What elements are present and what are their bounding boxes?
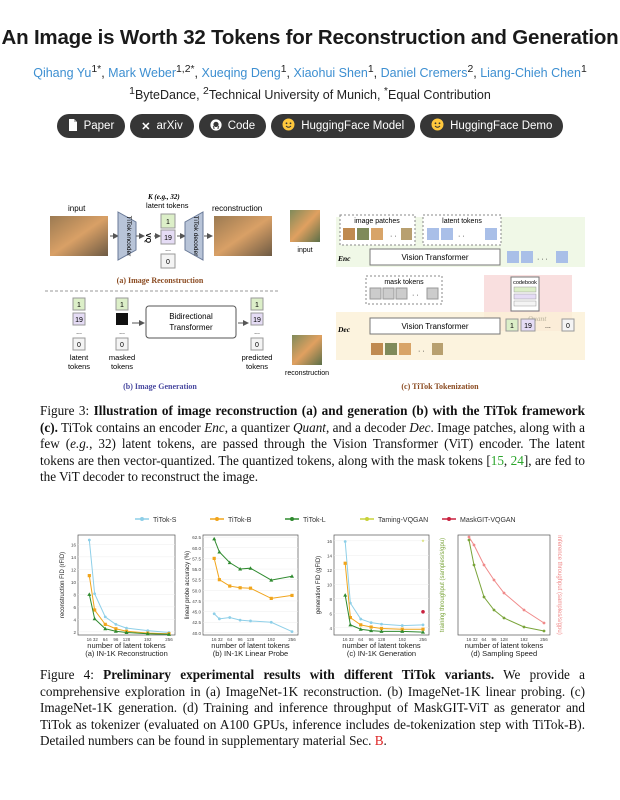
y-tick-label: 2 <box>73 629 76 635</box>
data-point <box>104 615 107 618</box>
data-point <box>213 557 216 560</box>
patch <box>385 343 397 355</box>
dec-label: Dec <box>338 325 351 334</box>
caption-bold: Preliminary experimental results with different TiTok variants. <box>103 667 495 682</box>
x-tick-label: 128 <box>122 637 131 642</box>
caption-text: . Image patches, along with a few ( <box>40 419 585 451</box>
latent-tokens-label: latent tokens <box>146 201 189 210</box>
x-tick-label: 192 <box>267 637 276 642</box>
data-point <box>493 609 496 612</box>
y-tick-label: 10 <box>70 579 76 585</box>
y-tick-label: 55.0 <box>192 567 201 573</box>
data-point <box>213 612 216 615</box>
data-point <box>359 618 362 621</box>
token-value: 0 <box>120 342 124 349</box>
data-point <box>93 592 96 595</box>
x-tick-label: 256 <box>288 637 296 642</box>
reconstruction-label: reconstruction <box>285 370 329 377</box>
data-point <box>422 623 425 626</box>
token-value: 0 <box>77 342 81 349</box>
codebook-label: codebook <box>513 280 537 286</box>
x-tick-label: 256 <box>165 637 173 642</box>
affiliation-marker: 1 <box>129 86 135 97</box>
x-tick-label: 16 32 <box>86 637 98 642</box>
chart-subtitle: (c) IN-1K Generation <box>346 649 417 658</box>
latent-token <box>427 228 439 240</box>
ellipsis: · · <box>390 233 397 240</box>
chart-subtitle: (d) Sampling Speed <box>470 649 538 658</box>
data-point <box>493 579 496 582</box>
legend-label: Taming-VQGAN <box>378 517 429 524</box>
caption-text: TiTok contains an encoder <box>57 419 205 435</box>
token-ellipsis: ... <box>545 323 551 330</box>
y-tick-label: 4 <box>329 625 332 631</box>
vision-transformer-label: Vision Transformer <box>401 322 469 331</box>
affiliation-text: Technical University of Munich, <box>208 88 384 103</box>
citation-link[interactable]: 24 <box>510 452 524 468</box>
code-button-label: Code <box>227 120 256 132</box>
caption-math: Enc <box>204 419 225 435</box>
caption-text: , 32) latent tokens, are passed through the Vision Transformer (ViT) encoder. The latent tokens are then vector-quantized. The quantized tokens, along with the mask tokens [ <box>40 436 585 468</box>
vq-label: VQ <box>144 233 151 244</box>
token-ellipsis: ... <box>254 329 260 336</box>
paper-button[interactable] <box>57 114 126 138</box>
author-link[interactable]: Mark Weber <box>108 66 177 81</box>
huggingface-demo-button-label: HuggingFace Demo <box>450 120 553 132</box>
token-ellipsis: ... <box>119 329 125 336</box>
data-point <box>380 623 383 626</box>
x-tick-label: 96 <box>113 637 119 642</box>
author-affiliation-marker: 1* <box>91 64 102 75</box>
x-tick-label: 256 <box>540 637 548 642</box>
token-value: 19 <box>164 235 172 242</box>
x-axis-label: number of latent tokens <box>464 641 544 650</box>
data-point <box>359 623 362 626</box>
mask-token <box>370 288 381 299</box>
author-affiliation-marker: 1,2* <box>176 64 195 75</box>
y-tick-label: 8 <box>329 596 332 602</box>
caption-text: , and a decoder <box>325 419 410 435</box>
legend-label: MaskGIT-VQGAN <box>460 517 516 524</box>
caption-label: Figure 4: <box>40 667 104 682</box>
data-point <box>483 564 486 567</box>
code-button[interactable] <box>199 114 267 138</box>
masked-token-box <box>116 313 128 325</box>
author-affiliation-marker: 1 <box>280 64 287 75</box>
y-tick-label: 8 <box>73 592 76 598</box>
figure-3-diagram <box>40 188 585 398</box>
mask-token <box>383 288 394 299</box>
x-tick-label: 96 <box>368 637 374 642</box>
x-axis-label: number of latent tokens <box>87 641 166 650</box>
y-tick-label: 42.5 <box>192 620 201 626</box>
x-tick-label: 128 <box>500 637 508 642</box>
huggingface-model-button-label: HuggingFace Model <box>301 120 405 132</box>
mask-token <box>427 288 438 299</box>
link-button-bar <box>0 114 620 138</box>
ellipsis: · · <box>418 348 425 355</box>
image-patches-label: image patches <box>354 218 400 225</box>
y-tick-label: 16 <box>326 538 332 544</box>
y-tick-label: 14 <box>70 554 76 560</box>
y-tick-label: 47.5 <box>192 598 201 604</box>
data-point <box>468 536 471 539</box>
data-point <box>503 617 506 620</box>
mask-tokens-label: mask tokens <box>384 279 424 286</box>
caption-text: . <box>383 733 387 748</box>
y-tick-label: 6 <box>329 611 332 617</box>
caption-text: ], are fed to the ViT decoder to reconstruct the image. <box>40 452 586 484</box>
token-value: 19 <box>75 317 83 324</box>
data-point <box>290 594 293 597</box>
panel-a-image-reconstruction <box>50 193 272 285</box>
y-tick-label: 12 <box>326 567 332 573</box>
token-value: 0 <box>166 259 170 266</box>
reconstructed-cat-image <box>214 216 272 256</box>
y-tick-label: 57.5 <box>192 556 201 562</box>
legend-marker <box>447 517 451 521</box>
x-tick-label: 192 <box>398 637 407 642</box>
data-point <box>523 626 526 629</box>
data-point: * <box>421 539 425 547</box>
token-ellipsis: ... <box>165 246 171 253</box>
affiliation-marker: 2 <box>203 86 209 97</box>
latent-tokens-label: latent <box>69 353 89 362</box>
token-value: 1 <box>166 219 170 226</box>
caption-math: Dec <box>409 419 431 435</box>
vision-transformer-label: Vision Transformer <box>401 253 469 262</box>
arxiv-button[interactable] <box>130 114 193 138</box>
panel-b-caption: (b) Image Generation <box>123 382 197 391</box>
data-point <box>270 597 273 600</box>
latent-tokens-label: tokens <box>67 362 91 371</box>
patch <box>357 228 369 240</box>
panel-b-image-generation <box>68 298 272 391</box>
data-point <box>543 630 546 633</box>
hugging-face-icon <box>282 118 295 134</box>
token-value: 1 <box>510 323 514 330</box>
author-link[interactable]: Daniel Cremers <box>380 66 468 81</box>
x-tick-label: 16 32 <box>466 637 478 642</box>
data-point <box>401 624 404 627</box>
panel-c-titok-tokenization <box>285 210 585 391</box>
x-tick-label: 192 <box>143 637 152 642</box>
legend-label: TiTok-B <box>228 517 252 524</box>
panel-a-caption: (a) Image Reconstruction <box>116 276 204 285</box>
latent-token <box>441 228 453 240</box>
x-tick-label: 96 <box>237 637 243 642</box>
data-point <box>114 623 117 626</box>
reconstruction-label: reconstruction <box>212 204 263 213</box>
caption-math: Quant <box>292 419 326 435</box>
x-tick-label: 256 <box>419 637 427 642</box>
data-point <box>421 610 425 614</box>
figure-3-caption <box>40 403 585 486</box>
data-point <box>370 621 373 624</box>
chart-frame <box>78 535 175 635</box>
patch <box>371 343 383 355</box>
data-point <box>291 630 294 633</box>
chart-subtitle: (b) IN-1K Linear Probe <box>212 649 289 658</box>
caption-bold: Illustration of image reconstruction (a) and generation (b) with the TiTok framework (c). <box>40 403 585 435</box>
patch <box>371 228 383 240</box>
bidirectional-transformer-box <box>146 306 236 338</box>
y-axis-label: linear probe accuracy (%) <box>185 550 191 620</box>
y-axis-label: generation FID (gFID) <box>316 555 322 615</box>
huggingface-demo-button[interactable] <box>420 114 563 138</box>
data-point <box>125 627 128 630</box>
author-link[interactable]: Xueqing Deng <box>201 66 281 81</box>
input-cat-image <box>50 216 108 256</box>
data-point <box>88 539 91 542</box>
document-icon <box>68 119 78 134</box>
x-tick-label: 16 32 <box>342 637 354 642</box>
data-point <box>239 586 242 589</box>
latent-tokens-label: latent tokens <box>442 218 482 225</box>
caption-label: Figure 3: <box>40 403 94 418</box>
y-tick-label: 52.5 <box>192 577 201 583</box>
x-tick-label: 64 <box>227 637 233 642</box>
x-axis-label: number of latent tokens <box>211 641 290 650</box>
token-value: 1 <box>120 302 124 309</box>
predicted-tokens-label: predicted <box>241 353 273 362</box>
y-tick-label: 60.0 <box>192 545 201 551</box>
y-tick-label: 50.0 <box>192 588 201 594</box>
y-axis-label: reconstruction FID (rFID) <box>60 551 66 619</box>
x-tick-label: 96 <box>491 637 497 642</box>
paper-title: An Image is Worth 32 Tokens for Reconstruction and Generation <box>1 26 619 49</box>
legend-label: TiTok-S <box>153 517 177 524</box>
affiliation-text: ByteDance, <box>134 88 204 103</box>
y-tick-label: 14 <box>326 553 332 559</box>
token-value: 19 <box>524 323 532 330</box>
encoder-label: TiTok encoder <box>125 215 132 257</box>
transformer-label: Bidirectional <box>169 312 213 321</box>
figure-4-charts <box>40 510 590 660</box>
patch <box>401 228 412 240</box>
data-point <box>218 578 221 581</box>
data-point <box>473 564 476 567</box>
data-point <box>483 596 486 599</box>
panel-c-caption: (c) TiTok Tokenization <box>401 382 479 391</box>
x-tick-label: 128 <box>246 637 255 642</box>
ellipsis: · · <box>458 233 465 240</box>
figure-4-caption <box>40 667 585 750</box>
author-link[interactable]: Liang-Chieh Chen <box>480 66 581 81</box>
data-point <box>88 574 91 577</box>
latent-token <box>556 251 568 263</box>
data-point <box>523 609 526 612</box>
chart-subtitle: (a) IN-1K Reconstruction <box>85 649 168 658</box>
ellipsis: · · · <box>537 256 548 263</box>
caption-text: , a quantizer <box>224 419 293 435</box>
x-tick-label: 64 <box>102 637 108 642</box>
legend-marker <box>140 517 144 521</box>
legend-marker <box>365 517 369 521</box>
data-point <box>503 592 506 595</box>
reconstructed-cat-image <box>292 335 322 365</box>
affiliations <box>0 86 620 102</box>
token-value: 1 <box>255 302 259 309</box>
data-point <box>249 620 252 623</box>
y-tick-label: 12 <box>70 567 76 573</box>
data-point <box>249 587 252 590</box>
k-label: K (e.g., 32) <box>148 193 180 201</box>
input-label: input <box>297 247 313 254</box>
author-affiliation-marker: 1 <box>580 64 587 75</box>
latent-token <box>485 228 497 240</box>
x-tick-label: 64 <box>481 637 487 642</box>
token-value: 0 <box>566 323 570 330</box>
x-tick-label: 64 <box>358 637 364 642</box>
data-point <box>239 619 242 622</box>
arxiv-button-label: arXiv <box>156 120 183 132</box>
author-affiliation-marker: 2 <box>467 64 474 75</box>
paper-button-label: Paper <box>83 120 115 132</box>
patch <box>432 343 443 355</box>
author-link[interactable]: Qihang Yu <box>33 66 92 81</box>
hugging-face-icon <box>431 118 444 134</box>
author-link[interactable]: Xiaohui Shen <box>293 66 368 81</box>
y-tick-label: 40.0 <box>192 630 201 636</box>
x-tick-label: 128 <box>377 637 386 642</box>
x-icon: ✕ <box>141 120 151 133</box>
decoder-label: TiTok decoder <box>192 215 199 257</box>
caption-italic: e.g. <box>70 436 90 451</box>
data-point <box>543 622 546 625</box>
masked-tokens-label: masked <box>108 353 136 362</box>
caption-text: , <box>503 452 511 468</box>
data-point <box>473 544 476 547</box>
latent-token <box>507 251 519 263</box>
y-tick-label: 6 <box>73 604 76 610</box>
author-list: Qihang $Yu^{1*}$, Mark Weber$^{1,2*}$, Xueqing Deng$^1$, Xiaohui Shen$^1$, Daniel Cremers$^2$, Liang-Chieh Chen$^1$ <box>33 64 587 81</box>
caption-text: We provide a comprehensive exploration in (a) ImageNet-1K reconstruction. (b) ImageNet-1K linear probing. (c) ImageNet-1K generation. (d) Training and inference throughput of MaskGIT-ViT as generator and TiTok as tokenizer (evaluated on A100 GPUs, inference includes de-tokenization step with TiTok-B). Detailed numbers can be found in supplementary material Sec. <box>40 667 585 748</box>
y-axis-label-right: inference throughput (samples/s/gpu) <box>556 535 562 635</box>
enc-label: Enc <box>338 254 351 263</box>
chart-frame <box>458 535 550 635</box>
y-tick-label: 62.5 <box>192 535 201 541</box>
input-label: input <box>68 204 86 213</box>
input-cat-image <box>290 210 320 242</box>
ellipsis: · · <box>412 292 419 299</box>
huggingface-model-button[interactable] <box>271 114 415 138</box>
author-affiliation-marker: 1 <box>367 64 374 75</box>
x-tick-label: 16 32 <box>211 637 223 642</box>
mask-token <box>396 288 407 299</box>
data-point <box>228 616 231 619</box>
token-value: 0 <box>255 342 259 349</box>
legend-marker <box>215 517 219 521</box>
x-tick-label: 192 <box>520 637 528 642</box>
y-tick-label: 45.0 <box>192 609 201 615</box>
token-value: 1 <box>77 302 81 309</box>
data-point <box>218 617 221 620</box>
y-tick-label: 4 <box>73 617 76 623</box>
x-axis-label: number of latent tokens <box>342 641 421 650</box>
token-value: 19 <box>253 317 261 324</box>
y-axis-label: training throughput (samples/s/gpu) <box>440 537 446 633</box>
predicted-tokens-label: tokens <box>245 362 269 371</box>
patch <box>343 228 355 240</box>
data-point <box>370 625 373 628</box>
y-tick-label: 16 <box>70 542 76 548</box>
latent-token <box>521 251 533 263</box>
masked-tokens-label: tokens <box>110 362 134 371</box>
github-icon <box>210 119 222 134</box>
data-point <box>104 623 107 626</box>
affiliation-text: Equal Contribution <box>387 88 491 103</box>
data-point <box>93 608 96 611</box>
data-point <box>270 621 273 624</box>
data-point <box>344 540 347 543</box>
transformer-label: Transformer <box>169 323 213 332</box>
affiliation-marker: * <box>383 86 388 97</box>
data-point <box>344 562 347 565</box>
y-tick-label: 10 <box>326 582 332 588</box>
section-link[interactable]: B <box>374 733 384 748</box>
citation-link[interactable]: 15 <box>490 452 504 468</box>
chart-frame <box>334 535 429 635</box>
legend-marker <box>290 517 294 521</box>
data-point <box>228 584 231 587</box>
legend-label: TiTok-L <box>303 517 326 524</box>
token-ellipsis: ... <box>76 329 82 336</box>
patch <box>399 343 411 355</box>
